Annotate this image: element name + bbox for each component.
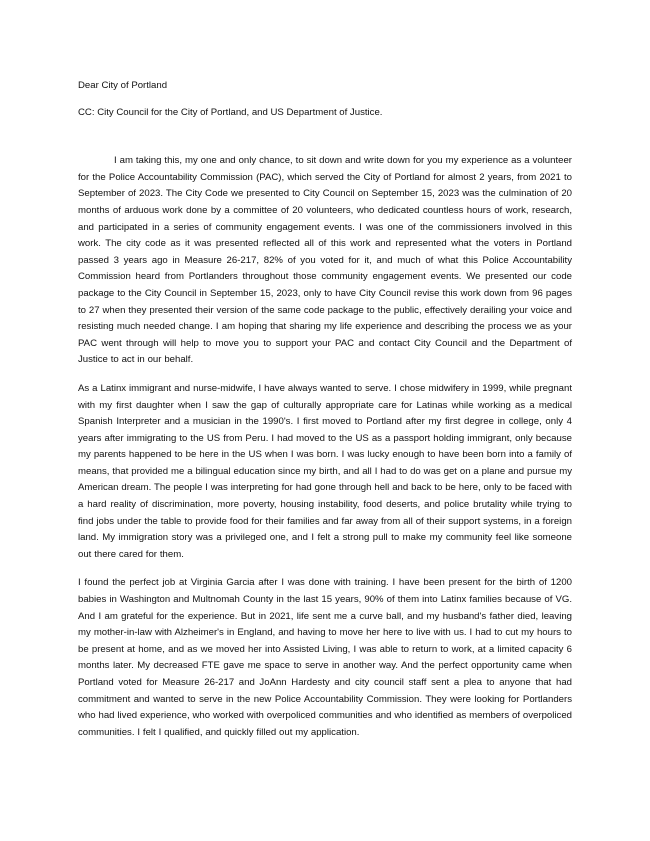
paragraph-intro: I am taking this, my one and only chance, to sit down and write down for you my experience as a volunteer for the Police Accountability Commission (PAC), which served the City of Portland for almost 2 years, from 2021 to September of 2023. The City Code we presented to City Council on September 15, 2023 was the culmination of 20 months of arduous work done by a committee of 20 volunteers, who dedicated countless hours of work, research, and participated in a series of community engagement events. I was one of the commissioners involved in this work. The city code as it was presented reflected all of this work and represented what the voters in Portland passed 3 years ago in Measure 26-217, 82% of you voted for it, and much of what this Police Accountability Commission heard from Portlanders throughout those community engagement events. We presented our code package to the City Council in September 15, 2023, only to have City Council revise this work down from 96 pages to 27 when they presented their version of the same code package to the public, effectively derailing your voice and resisting much needed change. I am hoping that sharing my life experience and describing the process we as your PAC went through will help to move you to support your PAC and contact City Council and the Department of Justice to act in our behalf. bbox=[78, 155, 572, 366]
salutation: Dear City of Portland bbox=[78, 80, 168, 91]
paragraph-career: I found the perfect job at Virginia Garcia after I was done with training. I have been present for the birth of 1200 babies in Washington and Multnomah County in the last 15 years, 90% of them into Latinx families because of VG. And I am grateful for the experience. But in 2021, life sent me a curve ball, and my husband's father died, leaving my mother-in-law with Alzheimer's in England, and having to move her here to live with us. I had to cut my hours to be present at home, and as we moved her into Assisted Living, I was able to return to work, at a limited capacity 6 months later. My decreased FTE gave me space to serve in another way. And the perfect opportunity came when Portland voted for Measure 26-217 and JoAnn Hardesty and city council staff sent a plea to anyone that had commitment and wanted to serve in the new Police Accountability Commission. They were looking for Portlanders who had lived experience, who worked with overpoliced communities and who identified as members of overpoliced communities. I felt I qualified, and quickly filled out my application. bbox=[78, 577, 572, 738]
paragraph-background: As a Latinx immigrant and nurse-midwife, I have always wanted to serve. I chose midwifery in 1999, while pregnant with my first daughter when I saw the gap of culturally appropriate care for Latinas while working as a medical Spanish Interpreter and a musician in the 1990's. I first moved to Portland after my first degree in college, only 4 years after immigrating to the US from Peru. I had moved to the US as a passport holding immigrant, only because my parents happened to be here in the US when I was born. I was lucky enough to have been born into a family of means, that provided me a bilingual education since my birth, and all I had to do was get on a plane and pursue my American dream. The people I was interpreting for had gone through hell and back to be here, only to be faced with a hard reality of discrimination, more poverty, housing instability, food deserts, and police brutality while trying to find jobs under the table to provide food for their families and far away from all of their support systems, in a foreign land. My immigration story was a privileged one, and I felt a strong pull to make my community feel like someone out there cared for them. bbox=[78, 382, 572, 560]
letter-page bbox=[78, 78, 572, 753]
cc-line: CC: City Council for the City of Portland, and US Department of Justice. bbox=[78, 106, 383, 118]
